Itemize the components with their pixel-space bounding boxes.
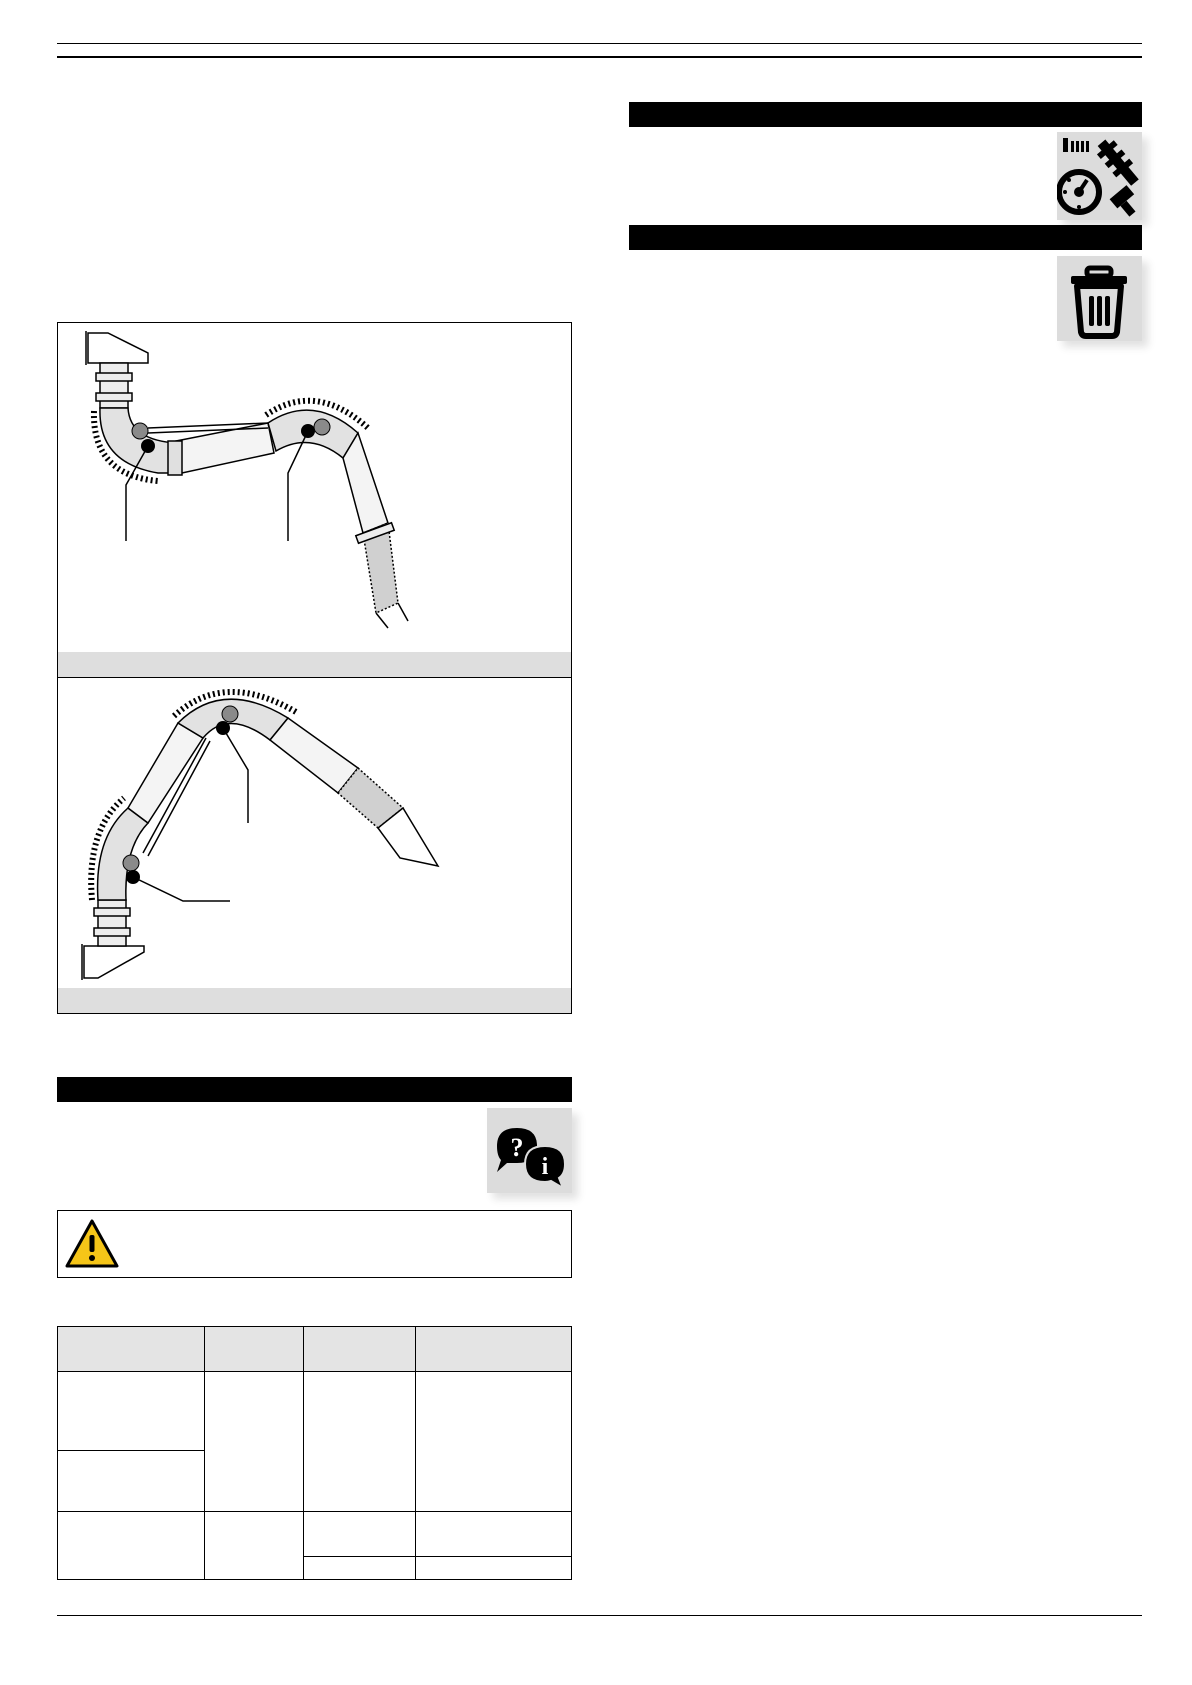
table-cell: [304, 1512, 416, 1557]
footer-rule: [57, 1615, 1142, 1616]
section-header-bar-3: [57, 1077, 572, 1102]
table-cell: [58, 1512, 205, 1580]
table-row: [58, 1512, 572, 1557]
section-header-bar-2: [629, 225, 1142, 250]
table-cell: [304, 1557, 416, 1580]
maintenance-icon-box: [1057, 132, 1142, 220]
section-header-bar-1: [629, 102, 1142, 127]
disposal-icon-box: [1057, 256, 1142, 341]
table-header-cell-2: [205, 1327, 304, 1372]
trash-bin-icon: [1057, 256, 1142, 341]
table-header-cell-1: [58, 1327, 205, 1372]
table-row: [58, 1372, 572, 1451]
table-cell: [304, 1372, 416, 1512]
table-cell: [416, 1512, 572, 1557]
table-header-cell-3: [304, 1327, 416, 1372]
table-cell: [205, 1372, 304, 1512]
table-cell: [416, 1557, 572, 1580]
maintenance-gauge-tools-icon: [1057, 132, 1142, 220]
figure-1-caption-strip: [58, 652, 571, 677]
figure-1-extraction-arm-low: [57, 322, 572, 678]
header-rule-top: [57, 43, 1142, 44]
svg-text:?: ?: [510, 1133, 524, 1162]
table-cell: [58, 1372, 205, 1451]
extraction-arm-drawing-2: [58, 678, 571, 988]
warning-triangle-icon: [64, 1218, 120, 1270]
header-rule-bottom: [57, 56, 1142, 58]
figure-2-extraction-arm-high: [57, 677, 572, 1014]
extraction-arm-drawing-1: [58, 323, 571, 649]
warning-box: [57, 1210, 572, 1278]
svg-text:i: i: [541, 1154, 549, 1180]
table-cell: [416, 1372, 572, 1512]
info-icon-box: [487, 1108, 572, 1193]
table-header-row: [58, 1327, 572, 1372]
table-header-cell-4: [416, 1327, 572, 1372]
table-cell: [58, 1451, 205, 1512]
question-info-bubbles-icon: [487, 1108, 572, 1193]
table-cell: [205, 1512, 304, 1580]
figure-2-caption-strip: [58, 988, 571, 1013]
spec-table: [57, 1326, 572, 1580]
